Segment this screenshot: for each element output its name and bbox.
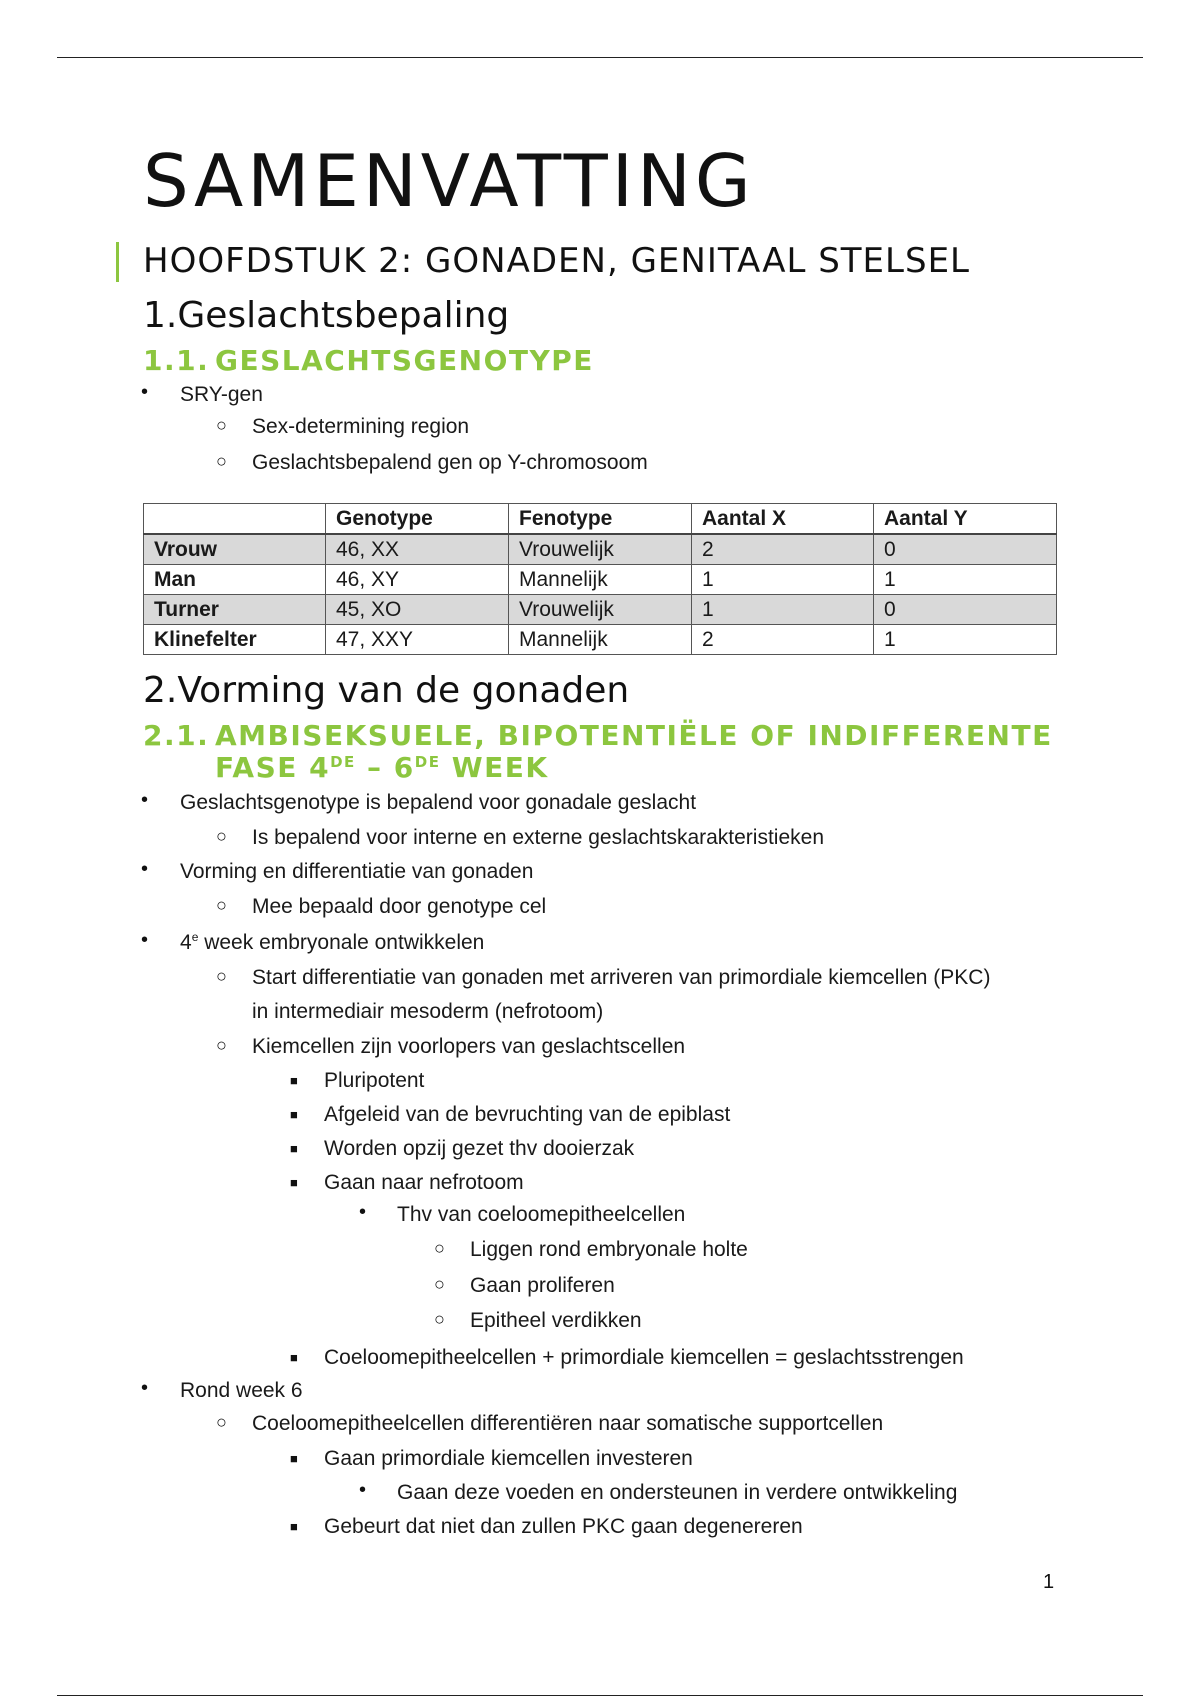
table-cell: Vrouwelijk xyxy=(509,534,692,565)
bullet-disc-icon: • xyxy=(141,929,149,951)
column-header: Aantal Y xyxy=(874,504,1057,535)
bullet-square-icon: ■ xyxy=(290,1141,298,1156)
list-item: Afgeleid van de bevruchting van de epiblast xyxy=(324,1103,731,1126)
bullet-disc-icon: • xyxy=(141,381,149,403)
column-header: Genotype xyxy=(326,504,509,535)
list-item: Coeloomepitheelcellen + primordiale kiemcellen = geslachtsstrengen xyxy=(324,1346,964,1369)
list-item: Geslachtsgenotype is bepalend voor gonadale geslacht xyxy=(180,791,697,814)
table-cell: 1 xyxy=(874,625,1057,655)
section-title: GESLACHTSGENOTYPE xyxy=(215,344,594,377)
page-number: 1 xyxy=(1043,1571,1055,1593)
table-cell: 1 xyxy=(692,565,874,595)
table-cell: Turner xyxy=(144,595,326,625)
table-cell: 2 xyxy=(692,534,874,565)
bullet-circle-icon: ○ xyxy=(216,966,227,986)
genotype-table xyxy=(143,503,1057,655)
section-1-heading: 1.Geslachtsbepaling xyxy=(143,295,510,336)
section-title-line-1: AMBISEKSUELE, BIPOTENTIËLE OF INDIFFERENTE xyxy=(215,719,1053,752)
header-rule xyxy=(57,57,1143,58)
bullet-circle-icon: ○ xyxy=(434,1274,445,1294)
bullet-circle-icon: ○ xyxy=(434,1309,445,1329)
document-subtitle: HOOFDSTUK 2: GONADEN, GENITAAL STELSEL xyxy=(143,241,970,281)
bullet-disc-icon: • xyxy=(141,1377,149,1399)
bullet-square-icon: ■ xyxy=(290,1350,298,1365)
list-item: Gaan naar nefrotoom xyxy=(324,1171,524,1194)
bullet-circle-icon: ○ xyxy=(216,895,227,915)
subtitle-accent-bar xyxy=(116,242,119,282)
title-part: – 6 xyxy=(355,751,415,785)
bullet-circle-icon: ○ xyxy=(216,451,227,471)
bullet-circle-icon: ○ xyxy=(216,1035,227,1055)
table-cell: 46, XX xyxy=(326,534,509,565)
bullet-square-icon: ■ xyxy=(290,1175,298,1190)
title-superscript: DE xyxy=(414,753,441,772)
section-2-1-heading xyxy=(143,720,1053,784)
table-row xyxy=(144,565,1057,595)
title-part: FASE 4 xyxy=(215,751,331,785)
bullet-disc-icon: • xyxy=(359,1479,367,1501)
list-item: Gaan deze voeden en ondersteunen in verdere ontwikkeling xyxy=(397,1481,958,1504)
section-title-line-2 xyxy=(143,752,1053,784)
table-cell: 1 xyxy=(874,565,1057,595)
list-item: Rond week 6 xyxy=(180,1379,303,1402)
table-cell: Vrouw xyxy=(144,534,326,565)
section-1-1-heading xyxy=(143,345,594,377)
list-item: Start differentiatie van gonaden met arriveren van primordiale kiemcellen (PKC) xyxy=(252,966,991,989)
text-part: 4 xyxy=(180,931,192,954)
table-cell: 45, XO xyxy=(326,595,509,625)
list-item: Gaan proliferen xyxy=(470,1274,615,1297)
bullet-square-icon: ■ xyxy=(290,1519,298,1534)
list-item: Geslachtsbepalend gen op Y-chromosoom xyxy=(252,451,648,474)
bullet-circle-icon: ○ xyxy=(434,1238,445,1258)
bullet-disc-icon: • xyxy=(359,1201,367,1223)
table-cell: 0 xyxy=(874,595,1057,625)
column-header: Fenotype xyxy=(509,504,692,535)
column-header: Aantal X xyxy=(692,504,874,535)
bullet-circle-icon: ○ xyxy=(216,415,227,435)
list-item: Gebeurt dat niet dan zullen PKC gaan degenereren xyxy=(324,1515,803,1538)
table-cell: Man xyxy=(144,565,326,595)
table-cell: Vrouwelijk xyxy=(509,595,692,625)
list-item: Sex-determining region xyxy=(252,415,470,438)
text-superscript: e xyxy=(191,930,199,944)
text-part: week embryonale ontwikkelen xyxy=(198,931,485,954)
table-cell: 46, XY xyxy=(326,565,509,595)
bullet-square-icon: ■ xyxy=(290,1107,298,1122)
section-number: 2.1. xyxy=(143,719,210,752)
list-item: Thv van coeloomepitheelcellen xyxy=(397,1203,686,1226)
list-item-continuation: in intermediair mesoderm (nefrotoom) xyxy=(252,1000,604,1023)
document-title: SAMENVATTING xyxy=(143,139,755,223)
list-item: Mee bepaald door genotype cel xyxy=(252,895,547,918)
table-cell: Mannelijk xyxy=(509,625,692,655)
section-2-heading: 2.Vorming van de gonaden xyxy=(143,670,630,711)
table-row xyxy=(144,534,1057,565)
table-cell: 47, XXY xyxy=(326,625,509,655)
list-item: Epitheel verdikken xyxy=(470,1309,642,1332)
column-header xyxy=(144,504,326,535)
table-cell: Mannelijk xyxy=(509,565,692,595)
list-item: Worden opzij gezet thv dooierzak xyxy=(324,1137,635,1160)
table-header-row xyxy=(144,504,1057,535)
table-cell: 0 xyxy=(874,534,1057,565)
list-item: Vorming en differentiatie van gonaden xyxy=(180,860,534,883)
list-item: Is bepalend voor interne en externe geslachtskarakteristieken xyxy=(252,826,825,849)
section-number: 1.1. xyxy=(143,344,210,377)
table-row xyxy=(144,595,1057,625)
list-item: Pluripotent xyxy=(324,1069,425,1092)
bullet-circle-icon: ○ xyxy=(216,1412,227,1432)
title-part: WEEK xyxy=(440,751,549,785)
bullet-square-icon: ■ xyxy=(290,1073,298,1088)
table-cell: 1 xyxy=(692,595,874,625)
bullet-square-icon: ■ xyxy=(290,1451,298,1466)
list-item: Kiemcellen zijn voorlopers van geslachtscellen xyxy=(252,1035,686,1058)
list-item: Gaan primordiale kiemcellen investeren xyxy=(324,1447,693,1470)
table-cell: 2 xyxy=(692,625,874,655)
list-item: SRY-gen xyxy=(180,383,263,406)
table-cell: Klinefelter xyxy=(144,625,326,655)
list-item: Liggen rond embryonale holte xyxy=(470,1238,748,1261)
bullet-circle-icon: ○ xyxy=(216,826,227,846)
bullet-disc-icon: • xyxy=(141,789,149,811)
table-row xyxy=(144,625,1057,655)
bullet-disc-icon: • xyxy=(141,858,149,880)
list-item: Coeloomepitheelcellen differentiëren naar somatische supportcellen xyxy=(252,1412,884,1435)
footer-rule xyxy=(57,1695,1143,1696)
list-item xyxy=(180,930,484,955)
title-superscript: DE xyxy=(330,753,356,772)
